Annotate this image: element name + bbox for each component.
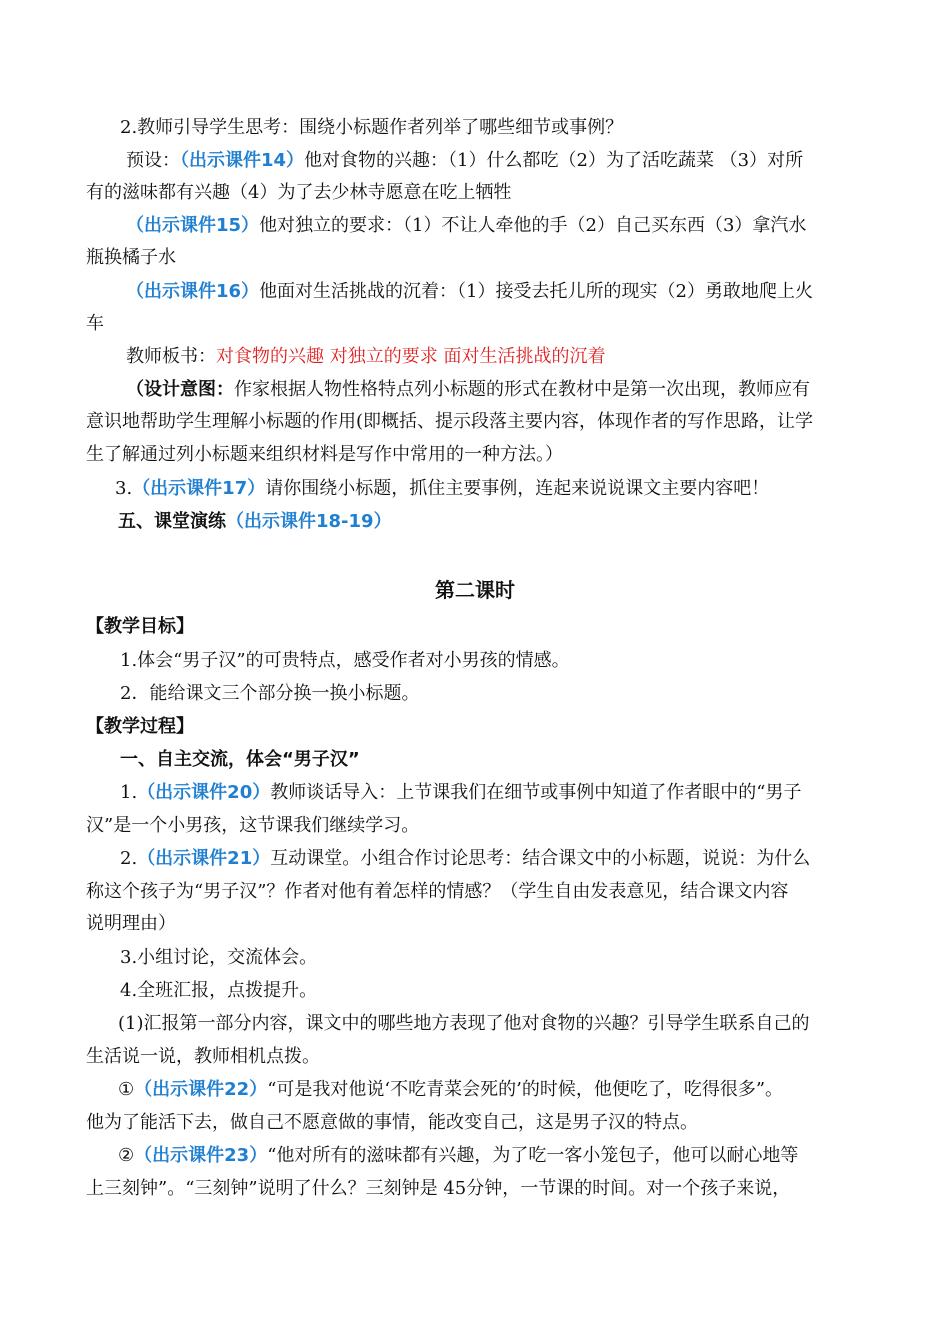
courseware-20-tag: （出示课件20） (137, 782, 271, 803)
board-text: 对食物的兴趣 对独立的要求 面对生活挑战的沉着 (216, 346, 606, 367)
step-3 (115, 477, 769, 501)
circle-2-line-1 (118, 1144, 798, 1168)
circle-1-text: “可是我对他说‘不吃青菜会死的’的时候，他便吃了，吃得很多”。 (267, 1079, 784, 1100)
board-writing (126, 345, 605, 369)
courseware-16-line (126, 280, 813, 304)
circle-1-line-2 (86, 1111, 698, 1135)
circle-2-text-cont: 上三刻钟”。“三刻钟”说明了什么？三刻钟是 45分钟，一节课的时间。对一个孩子来说， (86, 1178, 791, 1199)
item-2-line-1 (120, 847, 810, 871)
courseware-14-tag: （出示课件14） (180, 150, 305, 171)
item-2-text: 互动课堂。小组合作讨论思考：结合课文中的小标题，说说：为什么 (270, 848, 811, 869)
courseware-16-text-cont: 车 (86, 313, 104, 334)
item-2-line-3 (86, 912, 176, 936)
courseware-14-text: 他对食物的兴趣：（1）什么都吃（2）为了活吃蔬菜 （3）对所 (304, 150, 804, 171)
preset-label: 预设： (126, 150, 180, 171)
board-label: 教师板书： (126, 346, 216, 367)
item-2-number: 2. (120, 848, 138, 869)
courseware-16-tag: （出示课件16） (126, 281, 260, 302)
teaching-process-heading: 【教学过程】 (86, 716, 194, 737)
circle-1-marker: ① (118, 1079, 135, 1100)
courseware-23-tag: （出示课件23） (134, 1145, 268, 1166)
section-1-heading: 一、自主交流，体会“男子汉” (120, 749, 360, 770)
circle-1-text-cont: 他为了能活下去，做自己不愿意做的事情，能改变自己，这是男子汉的特点。 (86, 1112, 698, 1133)
report-1-line-1: (1)汇报第一部分内容，课文中的哪些地方表现了他对食物的兴趣？引导学生联系自己的 (118, 1013, 810, 1034)
courseware-18-19-tag: （出示课件18-19） (226, 511, 392, 532)
courseware-15-text: 他对独立的要求：（1）不让人牵他的手（2）自己买东西（3）拿汽水 (259, 215, 807, 236)
item-1-line-1 (120, 781, 801, 805)
step-2-question (120, 116, 623, 140)
courseware-14-text-cont: 有的滋味都有兴趣（4）为了去少林寺愿意在吃上牺牲 (86, 182, 512, 203)
step-2-text: 2.教师引导学生思考：围绕小标题作者列举了哪些细节或事例？ (120, 117, 624, 138)
lesson-2-title: 第二课时 (435, 578, 515, 602)
design-intent-line-2 (86, 410, 813, 434)
teaching-goals-heading: 【教学目标】 (86, 616, 194, 637)
item-1-number: 1. (120, 782, 138, 803)
goal-2: 2．能给课文三个部分换一换小标题。 (120, 683, 420, 704)
circle-1-line-1 (118, 1078, 783, 1102)
courseware-17-tag: （出示课件17） (132, 478, 266, 499)
preset-line-2 (86, 181, 511, 205)
circle-2-marker: ② (118, 1145, 135, 1166)
courseware-16-cont (86, 312, 104, 336)
item-1-text-cont: 汉”是一个小男孩，这节课我们继续学习。 (86, 815, 420, 836)
courseware-15-text-cont: 瓶换橘子水 (86, 247, 176, 268)
step-3-number: 3. (115, 478, 133, 499)
design-intent-line-1 (126, 378, 810, 402)
design-intent-text-2: 意识地帮助学生理解小标题的作用(即概括、提示段落主要内容，体现作者的写作思路，让学 (86, 411, 814, 432)
courseware-21-tag: （出示课件21） (137, 848, 271, 869)
report-1-line-2: 生活说一说，教师相机点拨。 (86, 1046, 320, 1067)
item-2-text-cont: 称这个孩子为“男子汉”？作者对他有着怎样的情感？（学生自由发表意见，结合课文内容 (86, 881, 789, 902)
design-intent-label: （设计意图： (126, 379, 234, 400)
section-5-heading (118, 510, 392, 534)
item-3: 3.小组讨论，交流体会。 (120, 947, 318, 968)
circle-2-line-2 (86, 1177, 790, 1201)
item-4: 4.全班汇报，点拨提升。 (120, 980, 318, 1001)
courseware-15-line (126, 214, 806, 238)
preset-line-1 (126, 149, 803, 173)
courseware-15-tag: （出示课件15） (126, 215, 260, 236)
section-5-title: 五、课堂演练 (118, 511, 226, 532)
item-2-text-cont-2: 说明理由） (86, 913, 176, 934)
design-intent-line-3 (86, 443, 563, 467)
courseware-22-tag: （出示课件22） (134, 1079, 268, 1100)
goal-1: 1.体会“男子汉”的可贵特点，感受作者对小男孩的情感。 (120, 650, 570, 671)
item-1-text: 教师谈话导入：上节课我们在细节或事例中知道了作者眼中的“男子 (270, 782, 802, 803)
item-1-line-2 (86, 814, 419, 838)
courseware-15-cont (86, 246, 176, 270)
item-2-line-2 (86, 880, 788, 904)
courseware-16-text: 他面对生活挑战的沉着：（1）接受去托儿所的现实（2）勇敢地爬上火 (259, 281, 813, 302)
design-intent-text-3: 生了解通过列小标题来组织材料是写作中常用的一种方法。） (86, 444, 563, 465)
circle-2-text: “他对所有的滋味都有兴趣，为了吃一客小笼包子，他可以耐心地等 (267, 1145, 799, 1166)
step-3-text: 请你围绕小标题，抓住主要事例，连起来说说课文主要内容吧！ (265, 478, 770, 499)
design-intent-text: 作家根据人物性格特点列小标题的形式在教材中是第一次出现，教师应有 (234, 379, 810, 400)
